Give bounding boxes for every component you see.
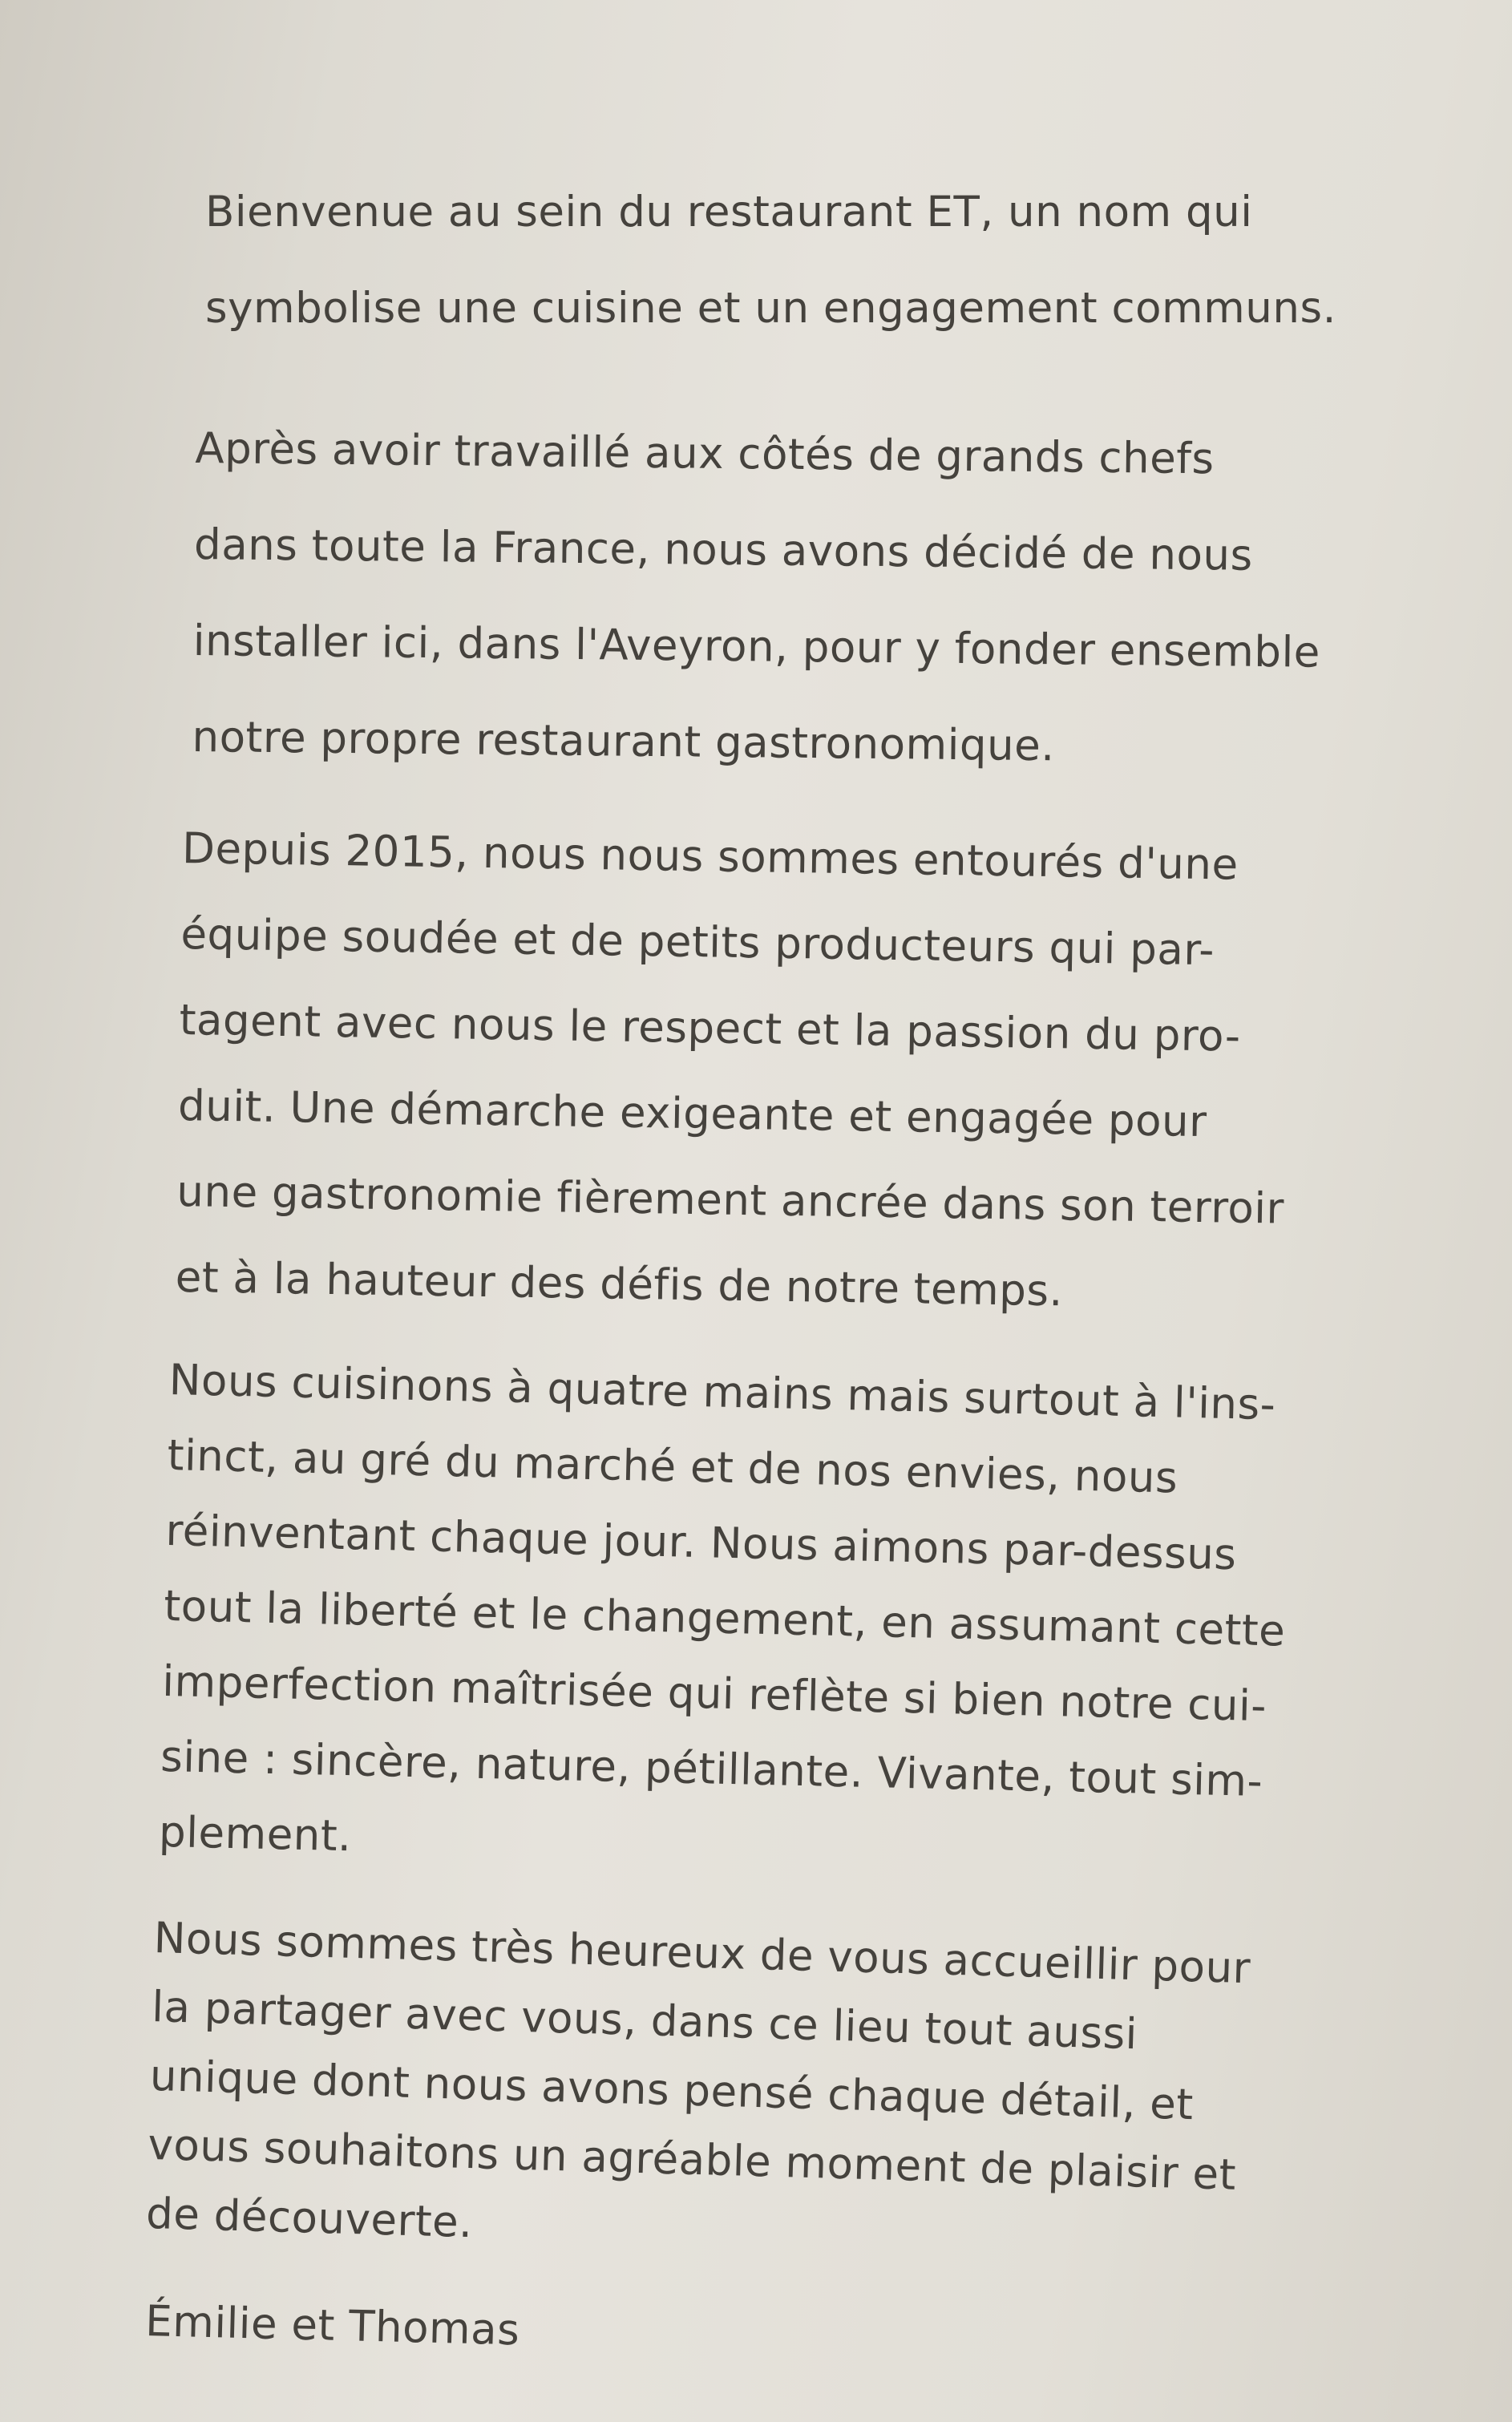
text-line: symbolise une cuisine et un engagement communs. bbox=[205, 284, 1336, 333]
text-line: et à la hauteur des défis de notre temps. bbox=[175, 1252, 1064, 1316]
text-line: Après avoir travaillé aux côtés de grands chefs bbox=[195, 423, 1215, 484]
text-line: sine : sincère, nature, pétillante. Vivante, tout sim- bbox=[160, 1732, 1263, 1807]
text-line: Depuis 2015, nous nous sommes entourés d'une bbox=[181, 823, 1239, 890]
text-line: installer ici, dans l'Aveyron, pour y fonder ensemble bbox=[192, 616, 1321, 677]
paragraph-closing bbox=[145, 1904, 1251, 2279]
text-line: Nous sommes très heureux de vous accueillir pour bbox=[152, 1913, 1251, 1994]
text-line: plement. bbox=[158, 1807, 353, 1862]
paragraph-team bbox=[175, 806, 1290, 1338]
text-line: réinventant chaque jour. Nous aimons par-dessus bbox=[164, 1506, 1238, 1580]
paragraph-cuisine bbox=[158, 1343, 1292, 1896]
paragraph-welcome bbox=[205, 164, 1336, 357]
text-line: vous souhaitons un agréable moment de plaisir et bbox=[147, 2120, 1237, 2200]
signature bbox=[145, 2298, 520, 2355]
text-line: une gastronomie fièrement ancrée dans son terroir bbox=[176, 1167, 1285, 1234]
text-line: de découverte. bbox=[145, 2189, 474, 2248]
text-line: tagent avec nous le respect et la passion du pro- bbox=[179, 995, 1242, 1061]
text-line: Nous cuisinons à quatre mains mais surtout à l'ins- bbox=[168, 1355, 1276, 1430]
text-line: dans toute la France, nous avons décidé de nous bbox=[193, 520, 1253, 580]
text-line: tinct, au gré du marché et de nos envies, nous bbox=[167, 1430, 1178, 1503]
paragraph-history bbox=[192, 401, 1323, 798]
text-line: imperfection maîtrisée qui reflète si bien notre cui- bbox=[161, 1656, 1267, 1732]
text-line: la partager avec vous, dans ce lieu tout aussi bbox=[151, 1982, 1138, 2060]
text-line: équipe soudée et de petits producteurs qui par- bbox=[180, 909, 1215, 976]
text-line: tout la liberté et le changement, en assumant cette bbox=[163, 1581, 1286, 1656]
text-line: notre propre restaurant gastronomique. bbox=[192, 712, 1055, 771]
signature-text: Émilie et Thomas bbox=[144, 2297, 520, 2355]
text-line: unique dont nous avons pensé chaque détail, et bbox=[149, 2051, 1195, 2130]
text-line: duit. Une démarche exigeante et engagée pour bbox=[177, 1081, 1207, 1147]
text-line: Bienvenue au sein du restaurant ET, un nom qui bbox=[205, 188, 1253, 237]
